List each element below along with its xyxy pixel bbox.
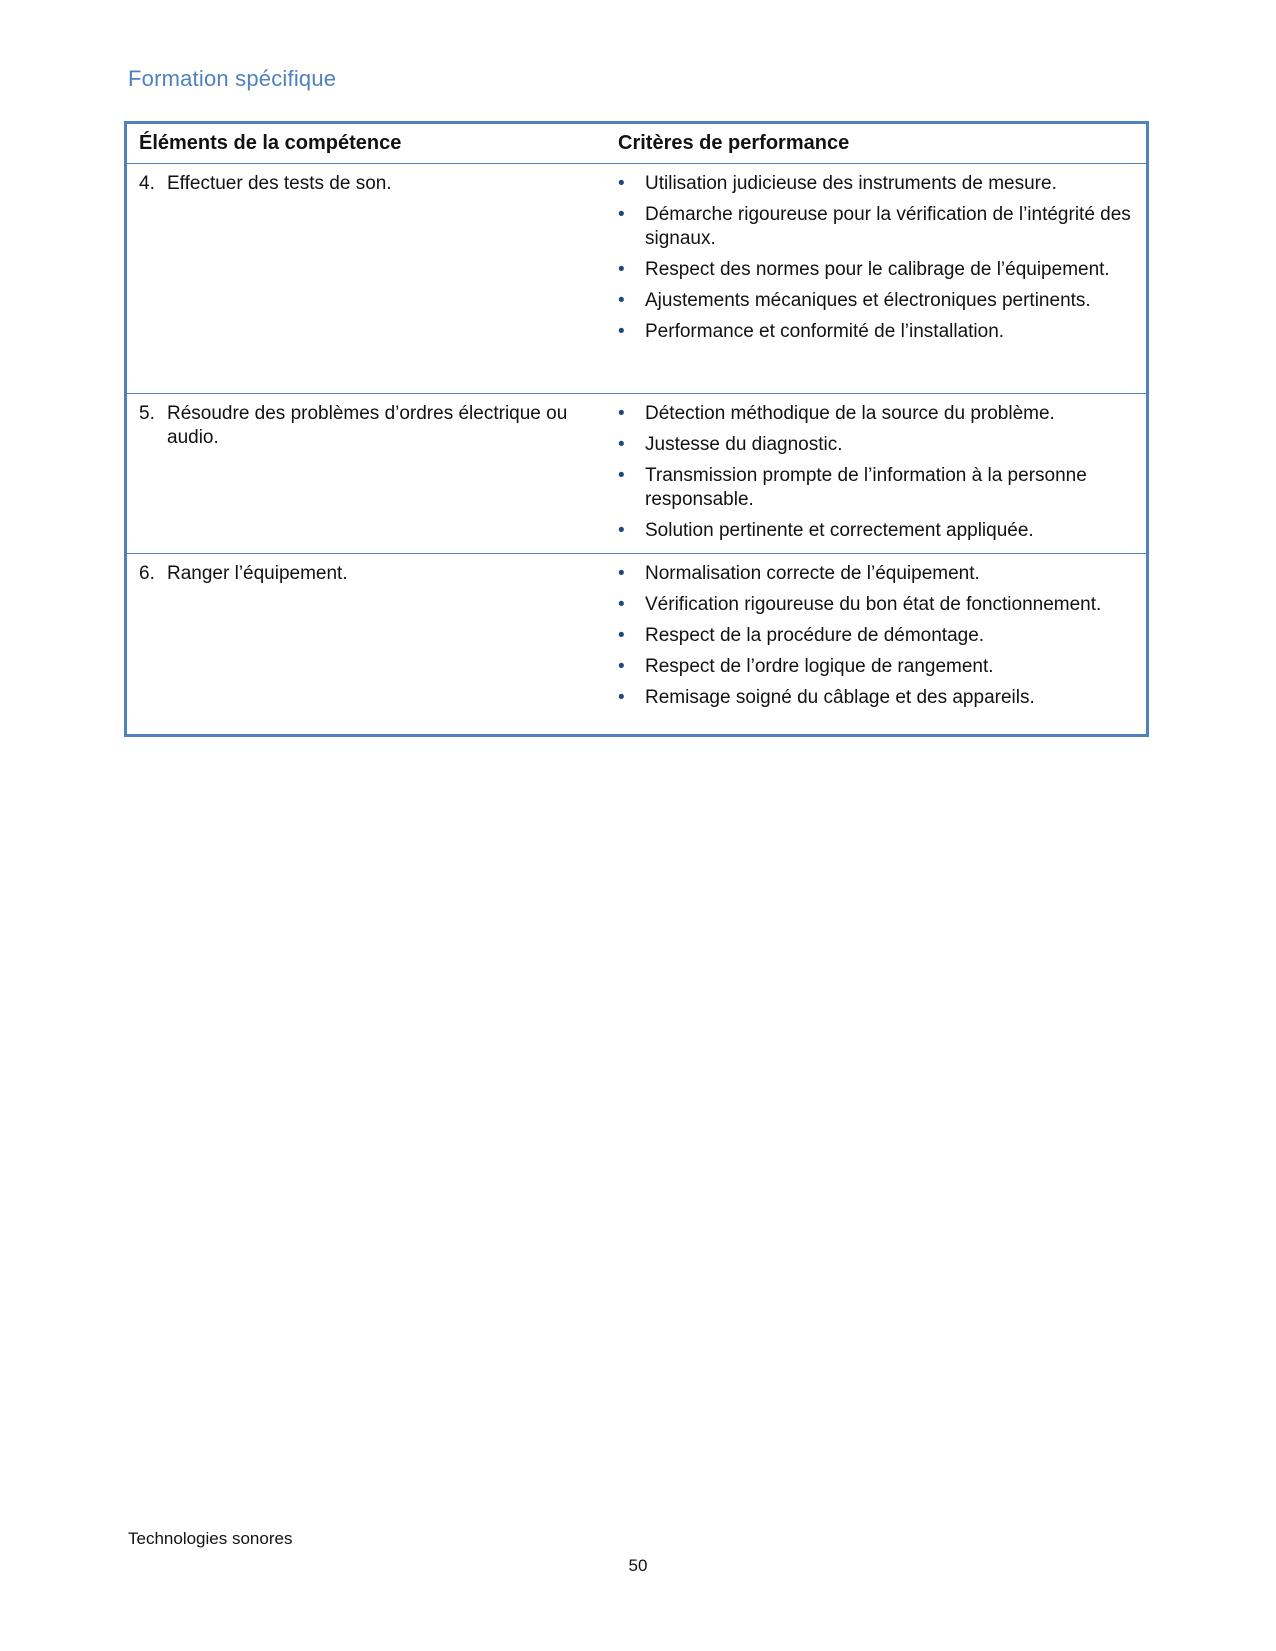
criteria-list: [618, 402, 1132, 543]
criterion-item: [618, 624, 1132, 648]
element-cell: [127, 394, 612, 553]
column-header-criteria: Critères de performance: [618, 132, 850, 154]
criterion-item: [618, 655, 1132, 679]
criterion-text: Démarche rigoureuse pour la vérification de l’intégrité des signaux.: [645, 204, 1131, 249]
bullet-icon: •: [618, 687, 625, 708]
criterion-text: Respect de l’ordre logique de rangement.: [645, 656, 994, 677]
criterion-text: Transmission prompte de l’information à la personne responsable.: [645, 465, 1087, 510]
criteria-cell: [612, 394, 1146, 553]
criterion-text: Solution pertinente et correctement appliquée.: [645, 520, 1034, 541]
bullet-icon: •: [618, 403, 625, 424]
criteria-cell: [612, 554, 1146, 734]
criterion-text: Ajustements mécaniques et électroniques pertinents.: [645, 290, 1091, 311]
criterion-text: Respect des normes pour le calibrage de l’équipement.: [645, 259, 1110, 280]
bullet-icon: •: [618, 520, 625, 541]
element-number: 4.: [139, 173, 155, 194]
bullet-icon: •: [618, 563, 625, 584]
criterion-item: [618, 562, 1132, 586]
criterion-item: [618, 519, 1132, 543]
criterion-item: [618, 258, 1132, 282]
criterion-item: [618, 172, 1132, 196]
bullet-icon: •: [618, 625, 625, 646]
table-row: [127, 553, 1146, 734]
section-heading: Formation spécifique: [128, 66, 337, 91]
bullet-icon: •: [618, 321, 625, 342]
element-text: Effectuer des tests de son.: [167, 173, 392, 194]
criterion-item: [618, 433, 1132, 457]
criterion-text: Normalisation correcte de l’équipement.: [645, 563, 980, 584]
bullet-icon: •: [618, 594, 625, 615]
element-text: Ranger l’équipement.: [167, 563, 348, 584]
column-header-elements: Éléments de la compétence: [139, 132, 402, 154]
criterion-item: [618, 686, 1132, 710]
element-number: 5.: [139, 403, 155, 424]
criteria-list: [618, 172, 1132, 344]
table-header-row: [127, 124, 1146, 163]
criterion-item: [618, 203, 1132, 251]
bullet-icon: •: [618, 259, 625, 280]
bullet-icon: •: [618, 290, 625, 311]
bullet-icon: •: [618, 656, 625, 677]
criterion-text: Détection méthodique de la source du problème.: [645, 403, 1055, 424]
criterion-text: Vérification rigoureuse du bon état de fonctionnement.: [645, 594, 1102, 615]
bullet-icon: •: [618, 204, 625, 225]
element-cell: [127, 164, 612, 393]
criteria-list: [618, 562, 1132, 710]
criterion-text: Remisage soigné du câblage et des appareils.: [645, 687, 1035, 708]
criterion-item: [618, 593, 1132, 617]
element-number: 6.: [139, 563, 155, 584]
criterion-text: Justesse du diagnostic.: [645, 434, 843, 455]
criterion-item: [618, 320, 1132, 344]
table-row: [127, 163, 1146, 393]
element-cell: [127, 554, 612, 734]
criterion-text: Utilisation judicieuse des instruments de mesure.: [645, 173, 1057, 194]
criterion-text: Performance et conformité de l’installation.: [645, 321, 1005, 342]
criterion-item: [618, 464, 1132, 512]
criterion-item: [618, 289, 1132, 313]
bullet-icon: •: [618, 173, 625, 194]
criterion-text: Respect de la procédure de démontage.: [645, 625, 985, 646]
page-number: 50: [628, 1556, 648, 1575]
bullet-icon: •: [618, 465, 625, 486]
footer-document-title: Technologies sonores: [128, 1529, 293, 1548]
table-row: [127, 393, 1146, 553]
element-text: Résoudre des problèmes d’ordres électrique ou audio.: [167, 403, 568, 448]
bullet-icon: •: [618, 434, 625, 455]
criteria-cell: [612, 164, 1146, 393]
competence-table: [124, 121, 1149, 737]
criterion-item: [618, 402, 1132, 426]
